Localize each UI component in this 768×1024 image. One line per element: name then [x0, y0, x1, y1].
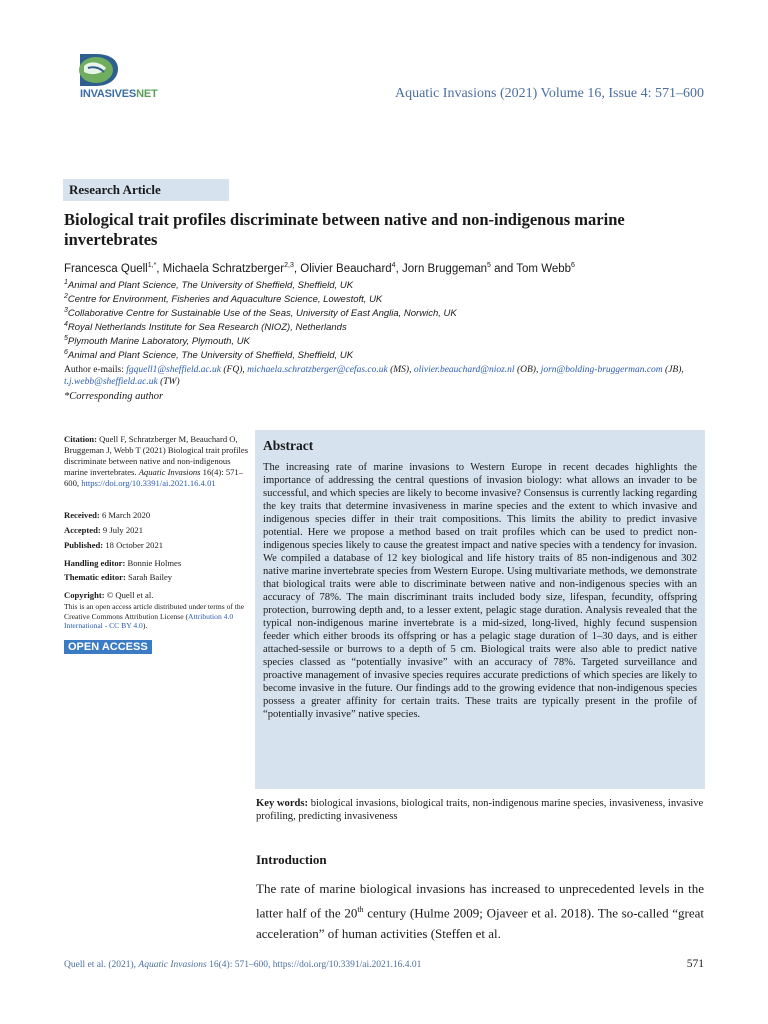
author-name: , Michaela Schratzberger [156, 262, 285, 275]
affiliation: $^6$Animal and Plant Science, The University of Sheffield, Sheffield, UK [64, 349, 354, 362]
accepted-date: Accepted: 9 July 2021 [64, 525, 144, 535]
abstract-heading: Abstract [263, 438, 314, 453]
affiliation: $^2$Centre for Environment, Fisheries and Aquaculture Science, Lowestoft, UK [64, 293, 383, 306]
author-name: , Jorn Bruggeman [395, 262, 487, 275]
article-title: Biological trait profiles discriminate between native and non-indigenous marine invertebrates [64, 210, 625, 249]
email-link[interactable]: michaela.schratzberger@cefas.co.uk [247, 365, 388, 375]
corresponding-author-note: *Corresponding author [64, 391, 164, 402]
affiliation: $^3$Collaborative Centre for Sustainable Use of the Seas, University of East Anglia, Norwich, UK [64, 307, 457, 320]
affiliation: $^4$Royal Netherlands Institute for Sea Research (NIOZ), Netherlands [64, 321, 347, 334]
affiliation: $^5$Plymouth Marine Laboratory, Plymouth, UK [64, 335, 250, 348]
handling-editor: Handling editor: Bonnie Holmes [64, 558, 182, 568]
email-link[interactable]: jorn@bolding-bruggerman.com [540, 365, 663, 375]
email-link[interactable]: t.j.webb@sheffield.ac.uk [64, 377, 158, 387]
article-type-label: Research Article [63, 179, 229, 201]
email-link[interactable]: olivier.beauchard@nioz.nl [413, 365, 515, 375]
keywords: Key words: biological invasions, biological traits, non-indigenous marine species, invasiveness, invasive profiling, predicting invasiveness [256, 798, 704, 822]
logo-wordmark: INVASIVESNET [80, 88, 158, 100]
page-number: 571 [686, 958, 704, 970]
open-access-badge: OPEN ACCESS [64, 640, 152, 654]
affiliation: $^1$Animal and Plant Science, The University of Sheffield, Sheffield, UK [64, 279, 354, 292]
introduction-text: The rate of marine biological invasions has increased to unprecedented levels in the latter half of the 20th century (Hulme 2009; Ojaveer et al. 2018). The so-called “great acceleration” of human activities (Steffen et al. [256, 881, 704, 942]
copyright: Copyright: © Quell et al. [64, 590, 154, 600]
email-link[interactable]: fgquell1@sheffield.ac.uk [126, 365, 222, 375]
thematic-editor: Thematic editor: Sarah Bailey [64, 572, 173, 582]
license-text: This is an open access article distributed under terms of the Creative Commons Attribution License (Attribution 4.0 International - CC BY 4.0). [64, 602, 245, 630]
author-name: Francesca Quell [64, 262, 148, 275]
footer-citation: Quell et al. (2021), Aquatic Invasions 16(4): 571–600, https://doi.org/10.3391/ai.2021.16.4.01 [64, 960, 422, 970]
footer-doi-link[interactable]: https://doi.org/10.3391/ai.2021.16.4.01 [272, 960, 422, 970]
abstract-text: The increasing rate of marine invasions to Western Europe in recent decades highlights the importance of addressing the central questions of invasion biology: what allows an invader to be successful, and which species are likely to become invasive? Consensus is currently lacking regarding the key traits that determine invasiveness in marine species and the extent to which invasive and indigenous species differ in their trait compositions. This limits the ability to predict invasive potential. Here we propose a method based on trait profiles which can be used to predict non-indigenous species likely to cause the greatest impact and native species with a tendency for invasion. We compiled a database of 12 key biological and life history traits of 85 non-indigenous and 302 native marine invertebrate species from Western Europe. Using multivariate methods, we demonstrate that biological traits were able to discriminate between native and non-indigenous species with an accuracy of 78%. The main discriminant traits included body size, lifespan, fecundity, offspring protection, burrowing depth and, to a lesser extent, pelagic stage duration. Analysis revealed that the typical non-indigenous marine invertebrate is a mid-sized, long-lived, highly fecund suspension feeder which either broods its offspring or has a pelagic stage duration of 1–30 days, and is either attached-sessile or burrows to a depth of 5 cm. Biological traits were also able to predict native species classed as “potentially invasive” with an accuracy of 78%. Targeted surveillance and proactive management of invasive species requires accurate predictions of which species are likely to become invasive in the future. Our findings add to the growing evidence that non-indigenous species possess a greater affinity for certain traits. These traits are typically present in the profile of “potentially invasive” native species. [263, 462, 697, 720]
author-name: and Tom Webb [490, 262, 572, 275]
citation-block: Citation: Quell F, Schratzberger M, Beauchard O, Bruggeman J, Webb T (2021) Biological trait profiles discriminate between native and non-indigenous marine invertebrates. Aquatic Invasions 16(4): 571–600, https://doi.org/10.3391/ai.2021.16.4.01 [64, 434, 249, 488]
license-link[interactable]: Attribution 4.0 International - CC BY 4.0 [64, 611, 234, 630]
author-list: Francesca Quell$^{1,*}$, Michaela Schratzberger$^{2,3}$, Olivier Beauchard$^4$, Jorn Bruggeman$^5$ and Tom Webb$^6$ [64, 262, 575, 275]
author-name: , Olivier Beauchard [293, 262, 392, 275]
introduction-heading: Introduction [256, 852, 327, 867]
received-date: Received: 6 March 2020 [64, 510, 151, 520]
published-date: Published: 18 October 2021 [64, 540, 164, 550]
author-emails: Author e-mails: fgquell1@sheffield.ac.uk (FQ), michaela.schratzberger@cefas.co.uk (MS), olivier.beauchard@nioz.nl (OB), jorn@bolding-bruggerman.com (JB), t.j.webb@sheffield.ac.uk (TW) [64, 365, 684, 387]
journal-header: Aquatic Invasions (2021) Volume 16, Issue 4: 571–600 [394, 86, 704, 101]
doi-link[interactable]: https://doi.org/10.3391/ai.2021.16.4.01 [81, 478, 216, 488]
